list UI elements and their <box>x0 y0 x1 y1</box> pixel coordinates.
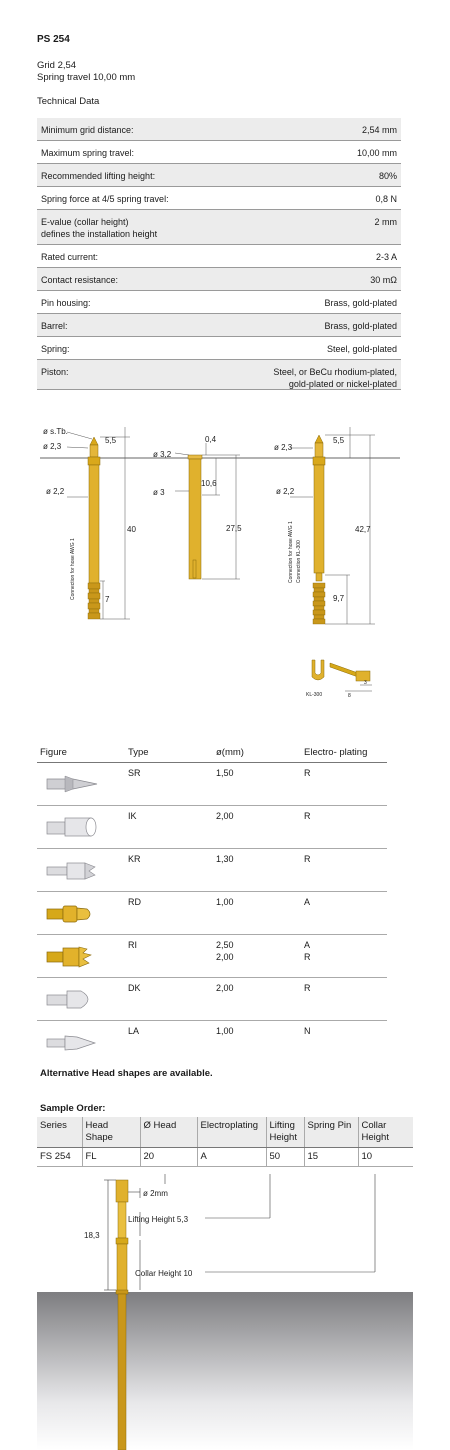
tech-row <box>37 210 401 245</box>
probe-pin-1 <box>67 427 130 619</box>
order-header-row <box>37 1117 413 1148</box>
technical-data-table <box>37 118 401 390</box>
order-col-lift-line: Height <box>269 1132 297 1143</box>
row-plating-line: R <box>304 952 311 962</box>
order-dia-label: ø 2mm <box>143 1189 168 1198</box>
tech-value: 2,54 mm <box>361 125 397 135</box>
row-plating: R <box>304 768 311 778</box>
pin1-d2-label: ø 2,2 <box>46 487 65 496</box>
table-header <box>37 743 387 763</box>
pin1-len-label: 40 <box>127 525 136 534</box>
row-type: RD <box>128 897 141 907</box>
tech-label: Spring force at 4/5 spring travel: <box>41 194 169 204</box>
pin3-top-label: 5,5 <box>333 436 345 445</box>
table-row <box>37 978 387 1021</box>
row-plating-line: A <box>304 940 311 950</box>
order-col-spring: Spring Pin <box>304 1117 358 1148</box>
tech-row <box>37 187 401 210</box>
tech-label: Contact resistance: <box>41 275 119 285</box>
tech-value: 2 mm <box>374 217 397 227</box>
tech-value-line: Steel, or BeCu rhodium-plated, <box>273 367 397 377</box>
table-row <box>37 763 387 806</box>
tech-label: Rated current: <box>41 252 99 262</box>
row-dia: 1,50 <box>216 768 234 778</box>
order-col-dia: Ø Head <box>140 1117 197 1148</box>
col-figure: Figure <box>40 747 67 758</box>
pin3-d2-label: ø 2,2 <box>276 487 295 496</box>
order-col-collar-line: Height <box>361 1132 389 1143</box>
row-dia: 2,00 <box>216 811 234 821</box>
tech-label: Minimum grid distance: <box>41 125 134 135</box>
pin2-d1-label: ø 3,2 <box>153 450 172 459</box>
row-dia: 1,00 <box>216 897 234 907</box>
tech-value: Steel, gold-plated <box>326 344 397 354</box>
tech-row <box>37 337 401 360</box>
pin1-bottom-label: 7 <box>105 595 110 604</box>
row-dia-line: 2,50 <box>216 940 234 950</box>
order-value-row <box>37 1148 413 1167</box>
product-title: PS 254 <box>37 34 70 45</box>
table-row <box>37 892 387 935</box>
order-plating: A <box>197 1148 266 1167</box>
col-plating: Electro- plating <box>304 747 368 758</box>
tech-label: Recommended lifting height: <box>41 171 156 181</box>
pin3-conn1-label: Connection for hose AWG 1 <box>288 521 294 583</box>
pin1-d1-label: ø 2,3 <box>43 442 62 451</box>
tech-row <box>37 245 401 268</box>
row-type: DK <box>128 983 141 993</box>
pin2-mid-label: 10,6 <box>201 479 217 488</box>
tech-value: Brass, gold-plated <box>324 298 397 308</box>
col-dia: ø(mm) <box>216 747 244 758</box>
pin3-bottom-label: 9,7 <box>333 594 345 603</box>
tech-value-line: gold-plated or nickel-plated <box>288 379 397 389</box>
tech-row <box>37 360 401 390</box>
alternative-heads-note: Alternative Head shapes are available. <box>40 1068 213 1079</box>
tech-row <box>37 164 401 187</box>
row-type: IK <box>128 811 137 821</box>
tech-value: Brass, gold-plated <box>324 321 397 331</box>
grid-spec: Grid 2,54 <box>37 60 77 71</box>
pin3-conn2-label: Connection KL-300 <box>296 540 302 583</box>
tech-label-line: defines the installation height <box>41 229 158 239</box>
dome-tip-icon <box>43 986 99 1012</box>
order-col-series: Series <box>37 1117 82 1148</box>
technical-drawing <box>0 415 450 705</box>
cone-tip-icon <box>43 771 99 797</box>
table-row <box>37 1021 387 1064</box>
tech-value: 0,8 N <box>375 194 397 204</box>
pin3-len-label: 42,7 <box>355 525 371 534</box>
tech-row <box>37 118 401 141</box>
tech-row <box>37 314 401 337</box>
spring-travel-spec: Spring travel 10,00 mm <box>37 72 136 83</box>
order-col-head: Head Shape <box>82 1117 140 1148</box>
section-title: Technical Data <box>37 96 100 107</box>
row-plating: A <box>304 897 311 907</box>
tech-value: 10,00 mm <box>356 148 397 158</box>
lifting-height-label: Lifting Height 5,3 <box>128 1215 189 1224</box>
row-plating <box>304 939 311 963</box>
row-dia <box>216 939 234 963</box>
total-length-label: 18,3 <box>84 1231 100 1240</box>
row-plating: N <box>304 1026 311 1036</box>
sample-order-table <box>37 1117 413 1167</box>
pin1-top-label: 5,5 <box>105 436 117 445</box>
order-series: FS 254 <box>37 1148 82 1167</box>
collar-height-label: Collar Height 10 <box>135 1269 193 1278</box>
order-col-collar-line: Collar <box>361 1120 387 1131</box>
pin2-top-label: 0,4 <box>205 435 217 444</box>
tech-value: 30 mΩ <box>370 275 397 285</box>
kl-l-label: 8 <box>348 693 351 699</box>
order-col-plating: Electroplating <box>197 1117 266 1148</box>
table-row <box>37 849 387 892</box>
serrated-crown-icon <box>43 943 99 969</box>
row-plating: R <box>304 811 311 821</box>
order-head: FL <box>82 1148 140 1167</box>
kl-w-label: 3 <box>364 680 367 686</box>
tech-row <box>37 268 401 291</box>
sample-order-title: Sample Order: <box>40 1103 106 1114</box>
row-dia: 2,00 <box>216 983 234 993</box>
row-plating: R <box>304 854 311 864</box>
pin2-d2-label: ø 3 <box>153 488 165 497</box>
order-lift: 50 <box>266 1148 304 1167</box>
kl-label: KL-300 <box>306 692 323 698</box>
pin1-conn-label: Connection for hose AWG 1 <box>70 538 76 600</box>
receptacle-sleeve <box>175 443 240 579</box>
hollow-crown-icon <box>43 814 99 840</box>
row-type: RI <box>128 940 137 950</box>
tech-label: Pin housing: <box>41 298 91 308</box>
order-col-collar <box>358 1117 413 1148</box>
tech-label: Piston: <box>41 367 69 377</box>
row-type: SR <box>128 768 141 778</box>
order-dia: 20 <box>140 1148 197 1167</box>
col-type: Type <box>128 747 149 758</box>
order-col-lift-line: Lifting <box>269 1120 295 1131</box>
crown-small-icon <box>43 857 99 883</box>
row-dia-line: 2,00 <box>216 952 234 962</box>
tech-label-line: E-value (collar height) <box>41 217 129 227</box>
head-shapes-table <box>37 743 387 1064</box>
pin1-stb-label: ø s.Tb. <box>43 427 68 436</box>
mounted-probe <box>116 1180 128 1450</box>
kl-300-detail <box>312 660 372 691</box>
row-plating: R <box>304 983 311 993</box>
tech-value: 2-3 A <box>375 252 397 262</box>
tech-label: Barrel: <box>41 321 68 331</box>
row-type: KR <box>128 854 141 864</box>
tech-row <box>37 291 401 314</box>
pin2-len-label: 27,5 <box>226 524 242 533</box>
installation-diagram <box>0 1170 450 1450</box>
tech-label: Spring: <box>41 344 70 354</box>
tech-row <box>37 141 401 164</box>
order-col-lift <box>266 1117 304 1148</box>
round-tip-icon <box>43 900 99 926</box>
row-dia: 1,00 <box>216 1026 234 1036</box>
tech-label: Maximum spring travel: <box>41 148 135 158</box>
tech-value: 80% <box>378 171 397 181</box>
table-row <box>37 806 387 849</box>
lance-tip-icon <box>43 1029 99 1055</box>
order-spring: 15 <box>304 1148 358 1167</box>
pin3-d1-label: ø 2,3 <box>274 443 293 452</box>
table-row <box>37 935 387 978</box>
row-type: LA <box>128 1026 140 1036</box>
tech-value <box>273 366 397 390</box>
tech-label <box>41 216 241 240</box>
row-dia: 1,30 <box>216 854 234 864</box>
order-collar: 10 <box>358 1148 413 1167</box>
